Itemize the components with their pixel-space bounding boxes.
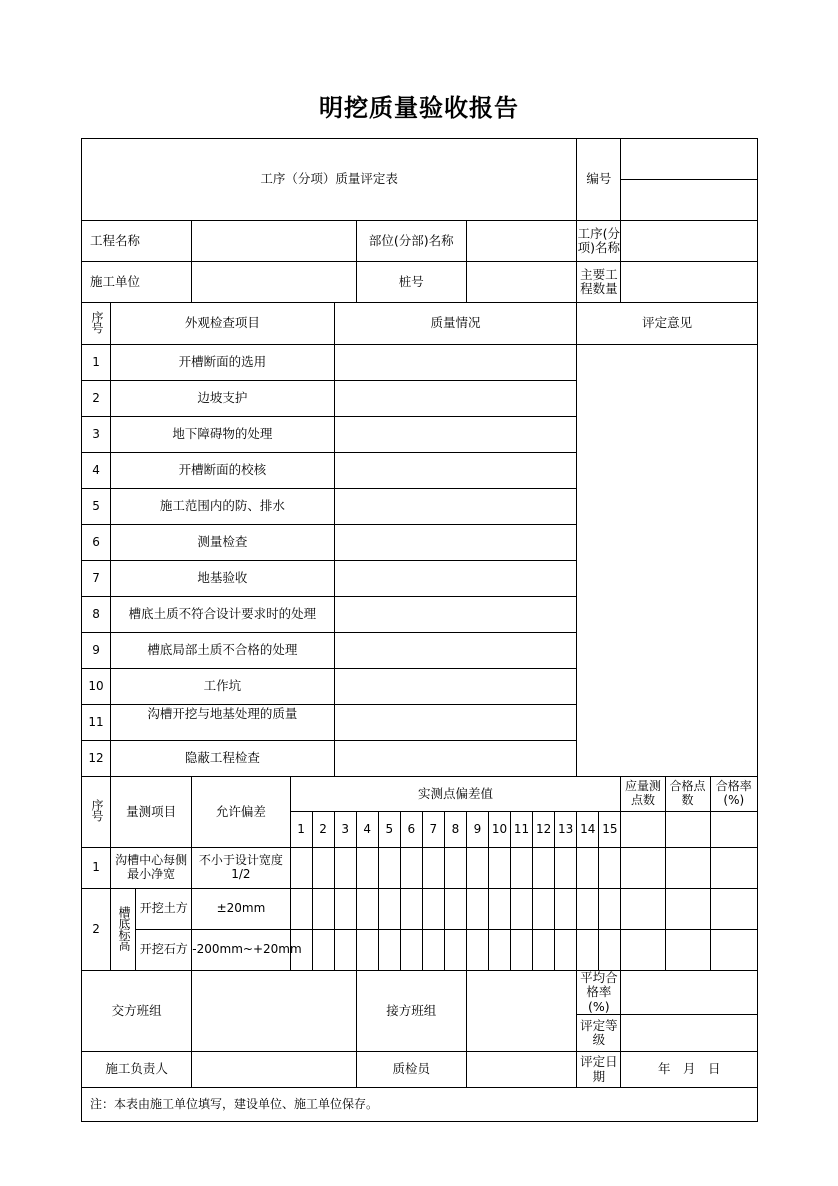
measure-cell[interactable] xyxy=(555,930,577,971)
contractor-value[interactable] xyxy=(192,262,356,303)
pass-count-cell[interactable] xyxy=(665,848,710,889)
manager-label: 施工负责人 xyxy=(82,1052,192,1088)
point-number: 10 xyxy=(488,812,510,848)
measure-cell[interactable] xyxy=(555,848,577,889)
measure-cell[interactable] xyxy=(555,889,577,930)
appearance-row-no: 6 xyxy=(82,525,111,561)
inspector-value[interactable] xyxy=(466,1052,576,1088)
appearance-seq-header: 序号 xyxy=(82,303,111,345)
appearance-row-item: 工作坑 xyxy=(111,669,335,705)
measure-cell[interactable] xyxy=(312,889,334,930)
station-value[interactable] xyxy=(466,262,576,303)
appearance-item-header: 外观检查项目 xyxy=(111,303,335,345)
measure-cell[interactable] xyxy=(444,930,466,971)
measure-cell[interactable] xyxy=(488,930,510,971)
measure-cell[interactable] xyxy=(422,848,444,889)
measure-cell[interactable] xyxy=(356,889,378,930)
measure-cell[interactable] xyxy=(599,889,621,930)
measure-cell[interactable] xyxy=(466,889,488,930)
pass-count-cell[interactable] xyxy=(665,889,710,930)
measure-cell[interactable] xyxy=(422,930,444,971)
appearance-row-quality[interactable] xyxy=(334,453,577,489)
appearance-row-quality[interactable] xyxy=(334,345,577,381)
project-name-label: 工程名称 xyxy=(82,221,192,262)
pass-rate-cell[interactable] xyxy=(710,889,757,930)
appearance-row-no: 11 xyxy=(82,705,111,741)
pass-count-cell[interactable] xyxy=(665,812,710,848)
measure-cell[interactable] xyxy=(511,848,533,889)
point-number: 8 xyxy=(444,812,466,848)
measure-cell[interactable] xyxy=(466,848,488,889)
measure-seq-header: 序号 xyxy=(82,777,111,848)
avg-rate-value[interactable] xyxy=(621,971,758,1015)
appearance-row-item: 沟槽开挖与地基处理的质量 xyxy=(111,705,335,741)
measure-cell[interactable] xyxy=(533,889,555,930)
measure-cell[interactable] xyxy=(444,889,466,930)
point-number: 3 xyxy=(334,812,356,848)
grade-label: 评定等级 xyxy=(577,1015,621,1052)
station-label: 桩号 xyxy=(356,262,466,303)
point-number: 1 xyxy=(290,812,312,848)
measure-row-item: 开挖石方 xyxy=(136,930,192,971)
measure-cell[interactable] xyxy=(378,930,400,971)
appearance-row-item: 隐蔽工程检查 xyxy=(111,741,335,777)
measure-cell[interactable] xyxy=(312,930,334,971)
measure-cell[interactable] xyxy=(488,889,510,930)
manager-value[interactable] xyxy=(192,1052,356,1088)
measure-points-header: 实测点偏差值 xyxy=(290,777,621,812)
form-title: 工序（分项）质量评定表 xyxy=(82,139,577,221)
measure-cell[interactable] xyxy=(533,848,555,889)
appearance-opinion-header: 评定意见 xyxy=(577,303,758,345)
measure-cell[interactable] xyxy=(422,889,444,930)
appearance-row-quality[interactable] xyxy=(334,669,577,705)
measure-row-tolerance: -200mm~+20mm xyxy=(192,930,290,971)
should-count-cell[interactable] xyxy=(621,889,665,930)
appearance-row-no: 5 xyxy=(82,489,111,525)
appearance-row-item: 槽底局部土质不合格的处理 xyxy=(111,633,335,669)
measure-rate-header: 合格率(%) xyxy=(710,777,757,812)
appearance-row-no: 7 xyxy=(82,561,111,597)
measure-cell[interactable] xyxy=(400,930,422,971)
measure-tolerance-header: 允许偏差 xyxy=(192,777,290,848)
point-number: 13 xyxy=(555,812,577,848)
measure-cell[interactable] xyxy=(511,930,533,971)
pass-rate-cell[interactable] xyxy=(710,848,757,889)
receiver-team-value[interactable] xyxy=(466,971,576,1052)
measure-row-item: 沟槽中心每侧最小净宽 xyxy=(111,848,192,889)
appearance-row-item: 地基验收 xyxy=(111,561,335,597)
appearance-row-no: 4 xyxy=(82,453,111,489)
contractor-label: 施工单位 xyxy=(82,262,192,303)
appearance-row-quality[interactable] xyxy=(334,561,577,597)
measure-cell[interactable] xyxy=(312,848,334,889)
measure-row-item: 开挖土方 xyxy=(136,889,192,930)
should-count-cell[interactable] xyxy=(621,848,665,889)
measure-row-no: 2 xyxy=(82,889,111,971)
receiver-team-label: 接方班组 xyxy=(356,971,466,1052)
point-number: 9 xyxy=(466,812,488,848)
measure-cell[interactable] xyxy=(533,930,555,971)
point-number: 15 xyxy=(599,812,621,848)
handover-team-label: 交方班组 xyxy=(82,971,192,1052)
point-number: 2 xyxy=(312,812,334,848)
measure-cell[interactable] xyxy=(356,930,378,971)
measure-row-tolerance: ±20mm xyxy=(192,889,290,930)
appearance-row-no: 1 xyxy=(82,345,111,381)
measure-cell[interactable] xyxy=(400,889,422,930)
appearance-row-quality[interactable] xyxy=(334,381,577,417)
main-quantity-label: 主要工程数量 xyxy=(577,262,621,303)
code-value-cell-2[interactable] xyxy=(621,180,758,221)
process-name-value[interactable] xyxy=(621,221,758,262)
point-number: 4 xyxy=(356,812,378,848)
appearance-row-quality[interactable] xyxy=(334,741,577,777)
measure-cell[interactable] xyxy=(599,848,621,889)
point-number: 14 xyxy=(577,812,599,848)
measure-cell[interactable] xyxy=(577,848,599,889)
appearance-row-quality[interactable] xyxy=(334,417,577,453)
point-number: 12 xyxy=(533,812,555,848)
should-count-cell[interactable] xyxy=(621,930,665,971)
measure-cell[interactable] xyxy=(290,889,312,930)
point-number: 7 xyxy=(422,812,444,848)
pass-rate-cell[interactable] xyxy=(710,930,757,971)
measure-group-label: 槽底标高 xyxy=(111,889,136,971)
should-count-cell[interactable] xyxy=(621,812,665,848)
measure-item-header: 量测项目 xyxy=(111,777,192,848)
appearance-row-quality[interactable] xyxy=(334,489,577,525)
measure-cell[interactable] xyxy=(334,889,356,930)
code-value-cell[interactable] xyxy=(621,139,758,180)
measure-cell[interactable] xyxy=(511,889,533,930)
appearance-row-quality[interactable] xyxy=(334,633,577,669)
measure-cell[interactable] xyxy=(378,889,400,930)
main-quantity-value[interactable] xyxy=(621,262,758,303)
appearance-row-item: 开槽断面的选用 xyxy=(111,345,335,381)
measure-cell[interactable] xyxy=(488,848,510,889)
appearance-row-item: 地下障碍物的处理 xyxy=(111,417,335,453)
measure-cell[interactable] xyxy=(290,848,312,889)
measure-row-no: 1 xyxy=(82,848,111,889)
appearance-row-item: 测量检查 xyxy=(111,525,335,561)
appearance-row-item: 槽底土质不符合设计要求时的处理 xyxy=(111,597,335,633)
appearance-row-item: 施工范围内的防、排水 xyxy=(111,489,335,525)
process-name-label: 工序(分项)名称 xyxy=(577,221,621,262)
code-label: 编号 xyxy=(577,139,621,221)
measure-should-header: 应量测点数 xyxy=(621,777,665,812)
appearance-row-no: 8 xyxy=(82,597,111,633)
measure-cell[interactable] xyxy=(577,889,599,930)
measure-cell[interactable] xyxy=(599,930,621,971)
measure-row-tolerance: 不小于设计宽度1/2 xyxy=(192,848,290,889)
project-name-value[interactable] xyxy=(192,221,356,262)
appearance-row-no: 9 xyxy=(82,633,111,669)
appearance-row-item: 边坡支护 xyxy=(111,381,335,417)
handover-team-value[interactable] xyxy=(192,971,356,1052)
date-value[interactable]: 年 月 日 xyxy=(621,1052,758,1088)
appearance-opinion-cell[interactable] xyxy=(577,345,758,777)
measure-cell[interactable] xyxy=(577,930,599,971)
date-label: 评定日期 xyxy=(577,1052,621,1088)
part-name-value[interactable] xyxy=(466,221,576,262)
footnote: 注：本表由施工单位填写，建设单位、施工单位保存。 xyxy=(82,1088,758,1122)
appearance-row-quality[interactable] xyxy=(334,705,577,741)
avg-rate-label: 平均合格率(%) xyxy=(577,971,621,1015)
point-number: 5 xyxy=(378,812,400,848)
measure-cell[interactable] xyxy=(466,930,488,971)
appearance-row-quality[interactable] xyxy=(334,597,577,633)
measure-cell[interactable] xyxy=(400,848,422,889)
appearance-quality-header: 质量情况 xyxy=(334,303,577,345)
pass-count-cell[interactable] xyxy=(665,930,710,971)
grade-value[interactable] xyxy=(621,1015,758,1052)
page-title: 明挖质量验收报告 xyxy=(319,94,519,122)
measure-cell[interactable] xyxy=(356,848,378,889)
measure-pass-header: 合格点数 xyxy=(665,777,710,812)
point-number: 6 xyxy=(400,812,422,848)
measure-cell[interactable] xyxy=(444,848,466,889)
appearance-row-no: 2 xyxy=(82,381,111,417)
appearance-row-no: 12 xyxy=(82,741,111,777)
appearance-row-no: 3 xyxy=(82,417,111,453)
measure-cell[interactable] xyxy=(334,930,356,971)
measure-cell[interactable] xyxy=(334,848,356,889)
evaluation-form xyxy=(81,138,758,1122)
measure-cell[interactable] xyxy=(378,848,400,889)
inspector-label: 质检员 xyxy=(356,1052,466,1088)
part-name-label: 部位(分部)名称 xyxy=(356,221,466,262)
appearance-row-item: 开槽断面的校核 xyxy=(111,453,335,489)
pass-rate-cell[interactable] xyxy=(710,812,757,848)
point-number: 11 xyxy=(511,812,533,848)
appearance-row-quality[interactable] xyxy=(334,525,577,561)
appearance-row-no: 10 xyxy=(82,669,111,705)
